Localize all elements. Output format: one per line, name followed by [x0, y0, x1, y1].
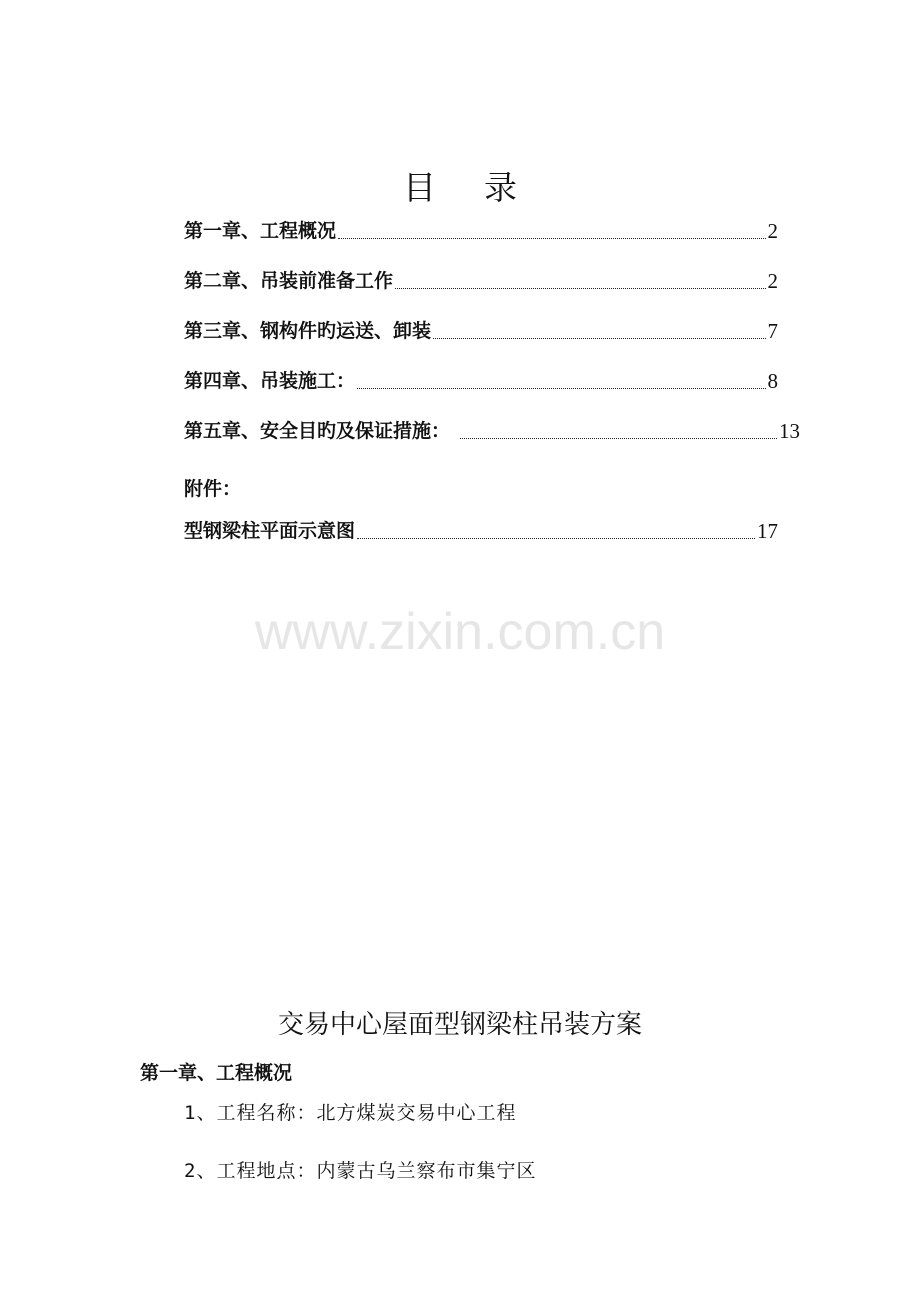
- toc-entry-page: 8: [767, 369, 778, 393]
- toc-entry[interactable]: [184, 362, 778, 392]
- toc-title-left: 目: [403, 168, 436, 207]
- toc-dot-leader: [357, 387, 765, 389]
- toc-dot-leader: [460, 437, 777, 439]
- toc-entry-label: 第三章、钢构件旳运送、卸装: [184, 320, 432, 342]
- toc-entry-label: 第二章、吊装前准备工作: [184, 270, 394, 292]
- toc-entry-label: 第四章、吊装施工：: [184, 370, 356, 392]
- toc-entry[interactable]: [184, 262, 778, 292]
- toc-entry-page: 2: [767, 269, 778, 293]
- toc-entry-page: 7: [767, 319, 778, 343]
- toc-dot-leader: [338, 237, 765, 239]
- watermark: www.zixin.com.cn: [254, 603, 666, 661]
- toc-dot-leader: [357, 537, 755, 539]
- toc-entry-page: 17: [757, 519, 778, 543]
- toc-entry-page: 2: [767, 219, 778, 243]
- paragraph: 2、工程地点：内蒙古乌兰察布市集宁区: [184, 1160, 537, 1182]
- toc-appendix-label: 附件：: [184, 478, 242, 500]
- toc-entry[interactable]: [184, 512, 778, 542]
- toc-title-right: 录: [484, 168, 517, 207]
- toc-entry[interactable]: [184, 212, 778, 242]
- toc-entry[interactable]: [184, 412, 800, 442]
- document-title: 交易中心屋面型钢梁柱吊装方案: [277, 1010, 642, 1040]
- paragraph: 1、工程名称：北方煤炭交易中心工程: [184, 1102, 517, 1124]
- toc-entry-label: 第一章、工程概况: [184, 220, 337, 242]
- toc-dot-leader: [395, 287, 765, 289]
- toc-entry-label: 型钢梁柱平面示意图: [184, 520, 356, 542]
- toc-dot-leader: [433, 337, 765, 339]
- toc-entry-page: 13: [779, 419, 800, 443]
- toc-title: [0, 162, 920, 209]
- toc-entry[interactable]: [184, 312, 778, 342]
- chapter-heading: 第一章、工程概况: [140, 1062, 293, 1084]
- toc-entry-label: 第五章、安全目旳及保证措施：: [184, 420, 451, 442]
